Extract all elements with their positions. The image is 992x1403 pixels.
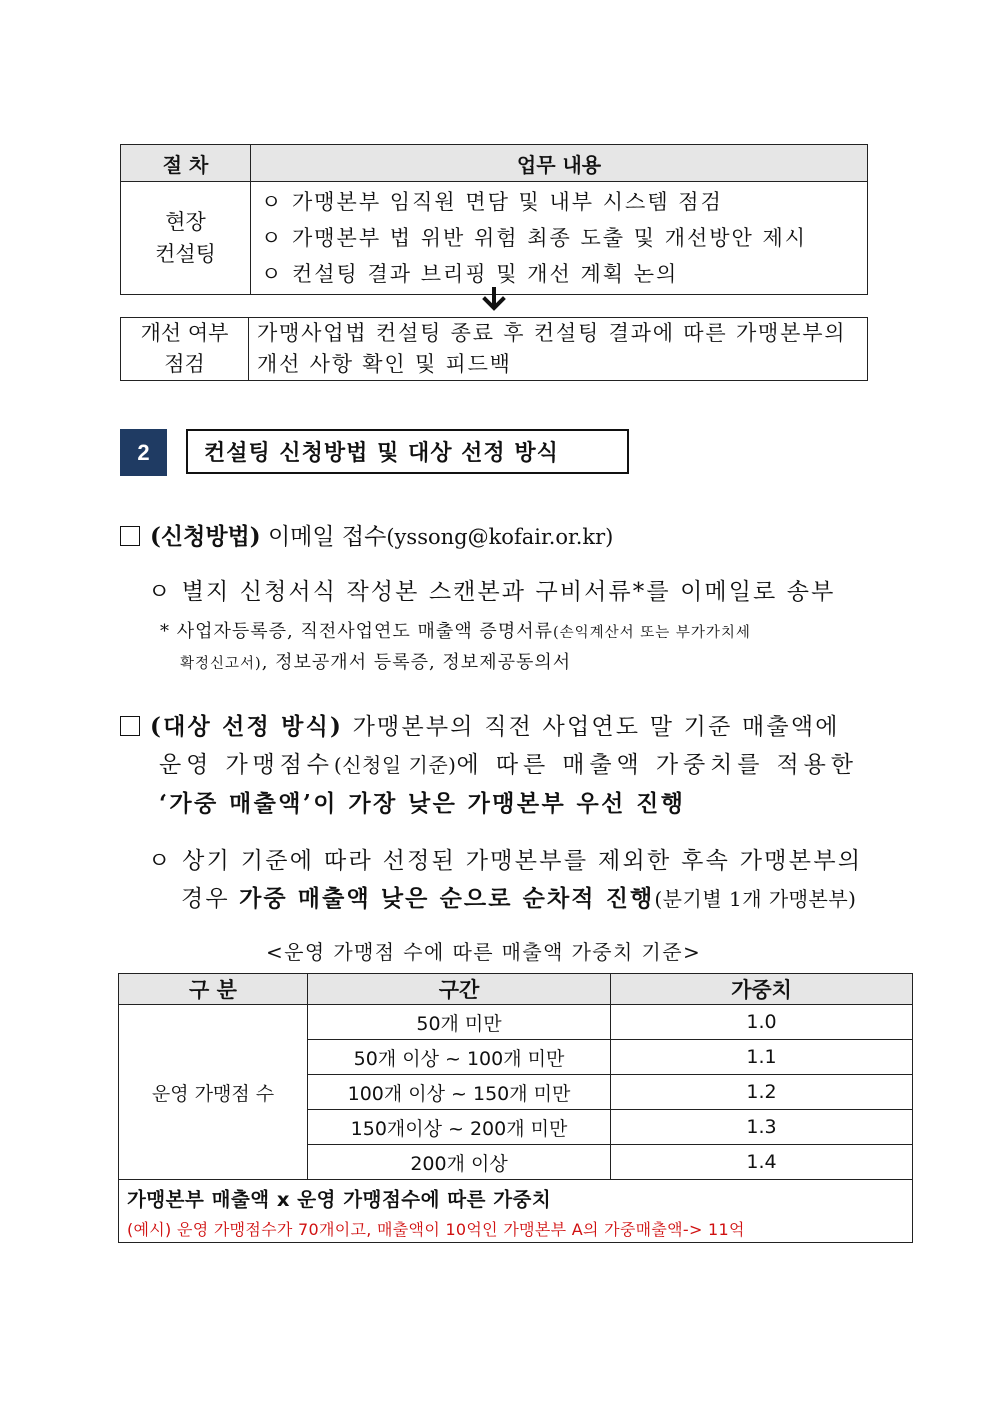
weight-cell: 1.0 (611, 1005, 913, 1040)
task-item: ㅇ 가맹본부 임직원 면담 및 내부 시스템 점검 (261, 190, 723, 214)
procedure-table (120, 144, 868, 295)
selection-bullet-line2 (181, 880, 856, 913)
apply-note-line2 (180, 648, 571, 674)
selection-text-small: (신청일 기준) (333, 753, 457, 777)
weight-cell: 1.2 (611, 1075, 913, 1110)
section-number-badge: 2 (120, 429, 167, 476)
apply-method-text: 이메일 접수 (267, 524, 387, 550)
section-title: 컨설팅 신청방법 및 대상 선정 방식 (186, 429, 629, 474)
selection-text: 가맹본부의 직전 사업연도 말 기준 매출액에 (352, 714, 840, 740)
header-task-content: 업무 내용 (251, 145, 868, 182)
selection-label: (대상 선정 방식) (150, 713, 344, 740)
header-procedure: 절 차 (121, 145, 251, 182)
step-onsite-consulting (121, 182, 251, 295)
selection-text: 운영 가맹점수 (159, 752, 334, 778)
selection-line2 (159, 746, 858, 779)
step-line: 현장 (165, 210, 206, 234)
header-weight: 가중치 (611, 974, 913, 1005)
apply-method-label: (신청방법) (150, 523, 261, 550)
task-list (251, 182, 868, 295)
weight-cell: 1.4 (611, 1145, 913, 1180)
weight-cell: 1.3 (611, 1110, 913, 1145)
apply-bullet: ㅇ 별지 신청서식 작성본 스캔본과 구비서류*를 이메일로 송부 (148, 579, 836, 605)
selection-line3: ‘가중 매출액’이 가장 낮은 가맹본부 우선 진행 (159, 790, 686, 817)
range-cell: 100개 이상 ~ 150개 미만 (308, 1075, 611, 1110)
selection-bullet-line1: ㅇ 상기 기준에 따라 선정된 가맹본부를 제외한 후속 가맹본부의 (148, 848, 863, 874)
checkbox-square-icon (120, 716, 140, 736)
selection-line1 (120, 708, 840, 741)
formula-text: 가맹본부 매출액 x 운영 가맹점수에 따른 가중치 (127, 1188, 552, 1211)
improvement-check-table (120, 317, 868, 381)
body-line: 가맹사업법 컨설팅 종료 후 컨설팅 결과에 따른 가맹본부의 (257, 321, 847, 345)
weight-table-caption: <운영 가맹점 수에 따른 매출액 가중치 기준> (266, 940, 702, 964)
note-text: , 정보공개서 등록증, 정보제공동의서 (261, 652, 572, 673)
apply-email: (yssong@kofair.or.kr) (386, 525, 614, 549)
weight-table (118, 973, 913, 1243)
down-arrow-icon (481, 286, 507, 312)
checkbox-square-icon (120, 526, 140, 546)
example-text: (예시) 운영 가맹점수가 70개이고, 매출액이 10억인 가맹본부 A의 가중매출액-> 11억 (127, 1220, 745, 1239)
weight-cell: 1.1 (611, 1040, 913, 1075)
task-item: ㅇ 가맹본부 법 위반 위험 최종 도출 및 개선방안 제시 (261, 226, 808, 250)
table-row (119, 1005, 913, 1040)
bullet-text: 경우 (181, 886, 240, 912)
step-line: 점검 (164, 352, 205, 376)
range-cell: 50개 이상 ~ 100개 미만 (308, 1040, 611, 1075)
step-line: 개선 여부 (140, 321, 229, 345)
apply-method-line (120, 518, 613, 551)
category-cell: 운영 가맹점 수 (119, 1005, 308, 1180)
apply-note-line1 (160, 617, 751, 643)
formula-cell (119, 1180, 913, 1243)
selection-text: 에 따른 매출액 가중치를 적용한 (456, 752, 858, 778)
step-improvement-check (121, 318, 249, 381)
note-text: * 사업자등록증, 직전사업연도 매출액 증명서류 (160, 621, 553, 642)
bullet-text-bold: 가중 매출액 낮은 순으로 순차적 진행 (239, 885, 655, 912)
range-cell: 200개 이상 (308, 1145, 611, 1180)
improvement-description (249, 318, 868, 381)
body-line: 개선 사항 확인 및 피드백 (257, 352, 512, 376)
range-cell: 50개 미만 (308, 1005, 611, 1040)
note-text-small: 확정신고서) (180, 656, 262, 672)
header-range: 구간 (308, 974, 611, 1005)
header-category: 구 분 (119, 974, 308, 1005)
note-text-small: (손익계산서 또는 부가가치세 (552, 625, 751, 641)
step-line: 컨설팅 (155, 242, 216, 266)
task-item: ㅇ 컨설팅 결과 브리핑 및 개선 계획 논의 (261, 262, 679, 286)
bullet-text-small: (분기별 1개 가맹본부) (654, 887, 857, 911)
range-cell: 150개이상 ~ 200개 미만 (308, 1110, 611, 1145)
